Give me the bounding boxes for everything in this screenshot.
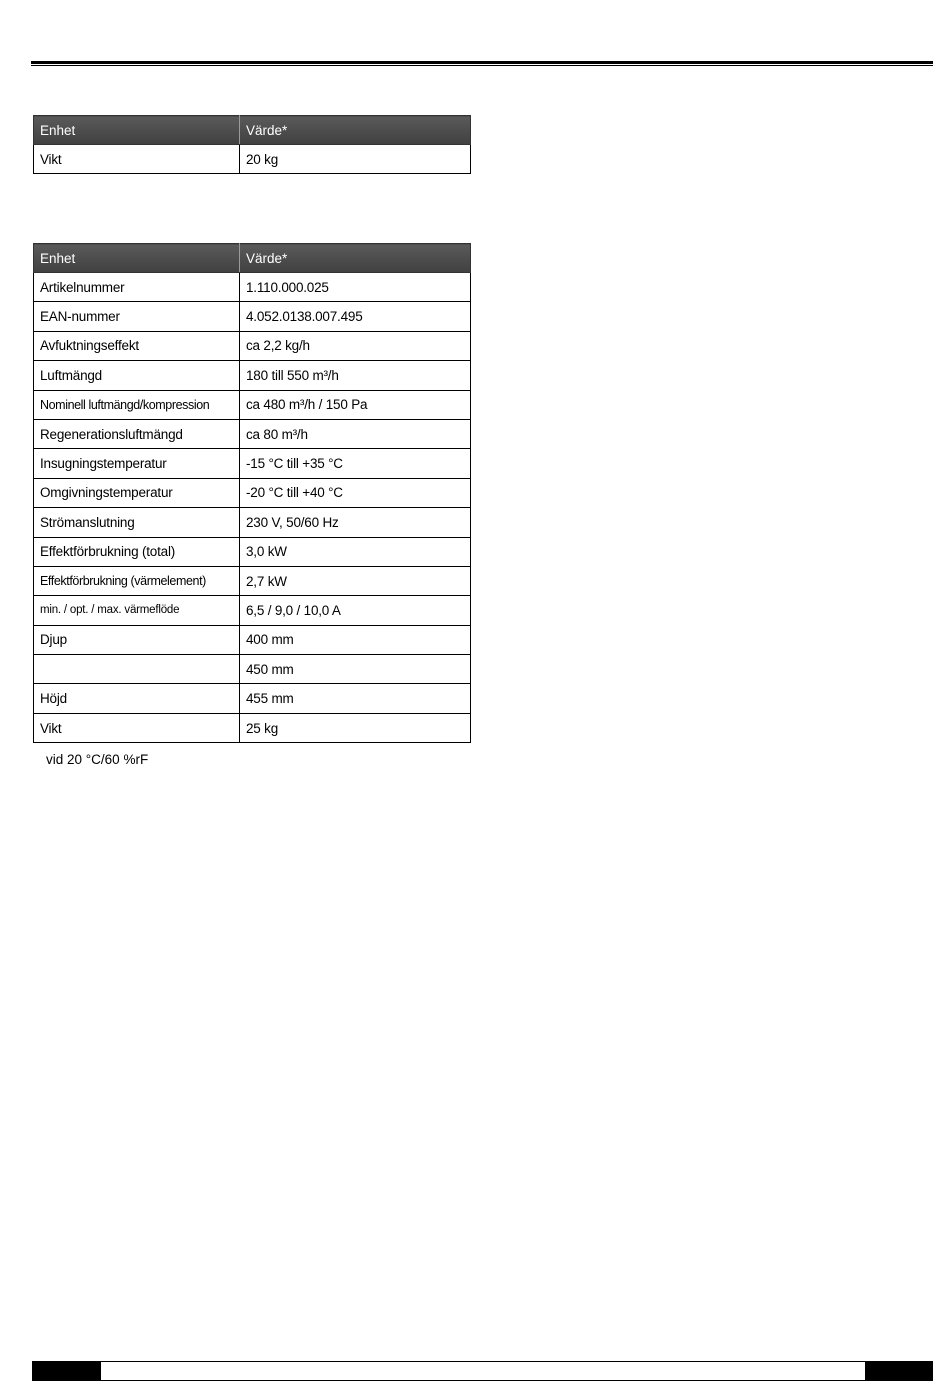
row-value: 455 mm: [240, 684, 471, 713]
table-row: [34, 449, 471, 478]
column-header-unit: Enhet: [34, 244, 240, 273]
table-row: [34, 713, 471, 742]
table-row: [34, 566, 471, 595]
table-row: [34, 625, 471, 654]
row-label: Artikelnummer: [34, 273, 240, 302]
row-label: EAN-nummer: [34, 302, 240, 331]
row-label: Nominell luftmängd/kompression: [34, 390, 240, 419]
table-row: [34, 596, 471, 625]
column-header-unit: Enhet: [34, 116, 240, 145]
row-value: 4.052.0138.007.495: [240, 302, 471, 331]
weight-table: [33, 115, 471, 174]
table-row: [34, 273, 471, 302]
row-value: 230 V, 50/60 Hz: [240, 508, 471, 537]
row-value: 400 mm: [240, 625, 471, 654]
table-row: [34, 684, 471, 713]
table-row: [34, 419, 471, 448]
row-label: Effektförbrukning (total): [34, 537, 240, 566]
row-value: -20 °C till +40 °C: [240, 478, 471, 507]
row-label: [34, 655, 240, 684]
row-value: ca 80 m³/h: [240, 419, 471, 448]
header-rule: [31, 61, 933, 64]
row-label: Höjd: [34, 684, 240, 713]
column-header-value: Värde*: [240, 116, 471, 145]
table-row: [34, 655, 471, 684]
technical-data-table: [33, 243, 471, 743]
row-label: Effektförbrukning (värmelement): [34, 566, 240, 595]
row-label: min. / opt. / max. värmeflöde: [34, 596, 240, 625]
row-label: Insugningstemperatur: [34, 449, 240, 478]
table-header-row: [34, 244, 471, 273]
row-label: Strömanslutning: [34, 508, 240, 537]
row-value: 180 till 550 m³/h: [240, 361, 471, 390]
row-value: 20 kg: [240, 145, 471, 174]
row-label: Omgivningstemperatur: [34, 478, 240, 507]
row-label: Vikt: [34, 713, 240, 742]
row-label: Avfuktningseffekt: [34, 331, 240, 360]
table-row: [34, 478, 471, 507]
row-value: 25 kg: [240, 713, 471, 742]
table-header-row: [34, 116, 471, 145]
table-row: [34, 331, 471, 360]
table-row: [34, 390, 471, 419]
column-header-value: Värde*: [240, 244, 471, 273]
row-label: Vikt: [34, 145, 240, 174]
table-row: [34, 361, 471, 390]
header-rule-thin: [31, 65, 933, 66]
row-value: 6,5 / 9,0 / 10,0 A: [240, 596, 471, 625]
row-value: 2,7 kW: [240, 566, 471, 595]
row-value: -15 °C till +35 °C: [240, 449, 471, 478]
row-label: Regenerationsluftmängd: [34, 419, 240, 448]
table-row: [34, 537, 471, 566]
table-row: [34, 508, 471, 537]
row-value: 3,0 kW: [240, 537, 471, 566]
row-value: ca 2,2 kg/h: [240, 331, 471, 360]
footer-block-left: [33, 1362, 101, 1380]
row-value: ca 480 m³/h / 150 Pa: [240, 390, 471, 419]
row-label: Luftmängd: [34, 361, 240, 390]
row-value: 1.110.000.025: [240, 273, 471, 302]
table-row: [34, 145, 471, 174]
row-label: Djup: [34, 625, 240, 654]
footer-block-right: [865, 1362, 932, 1380]
footnote: vid 20 °C/60 %rF: [46, 752, 149, 767]
footer-bar: [32, 1361, 933, 1381]
row-value: 450 mm: [240, 655, 471, 684]
table-row: [34, 302, 471, 331]
